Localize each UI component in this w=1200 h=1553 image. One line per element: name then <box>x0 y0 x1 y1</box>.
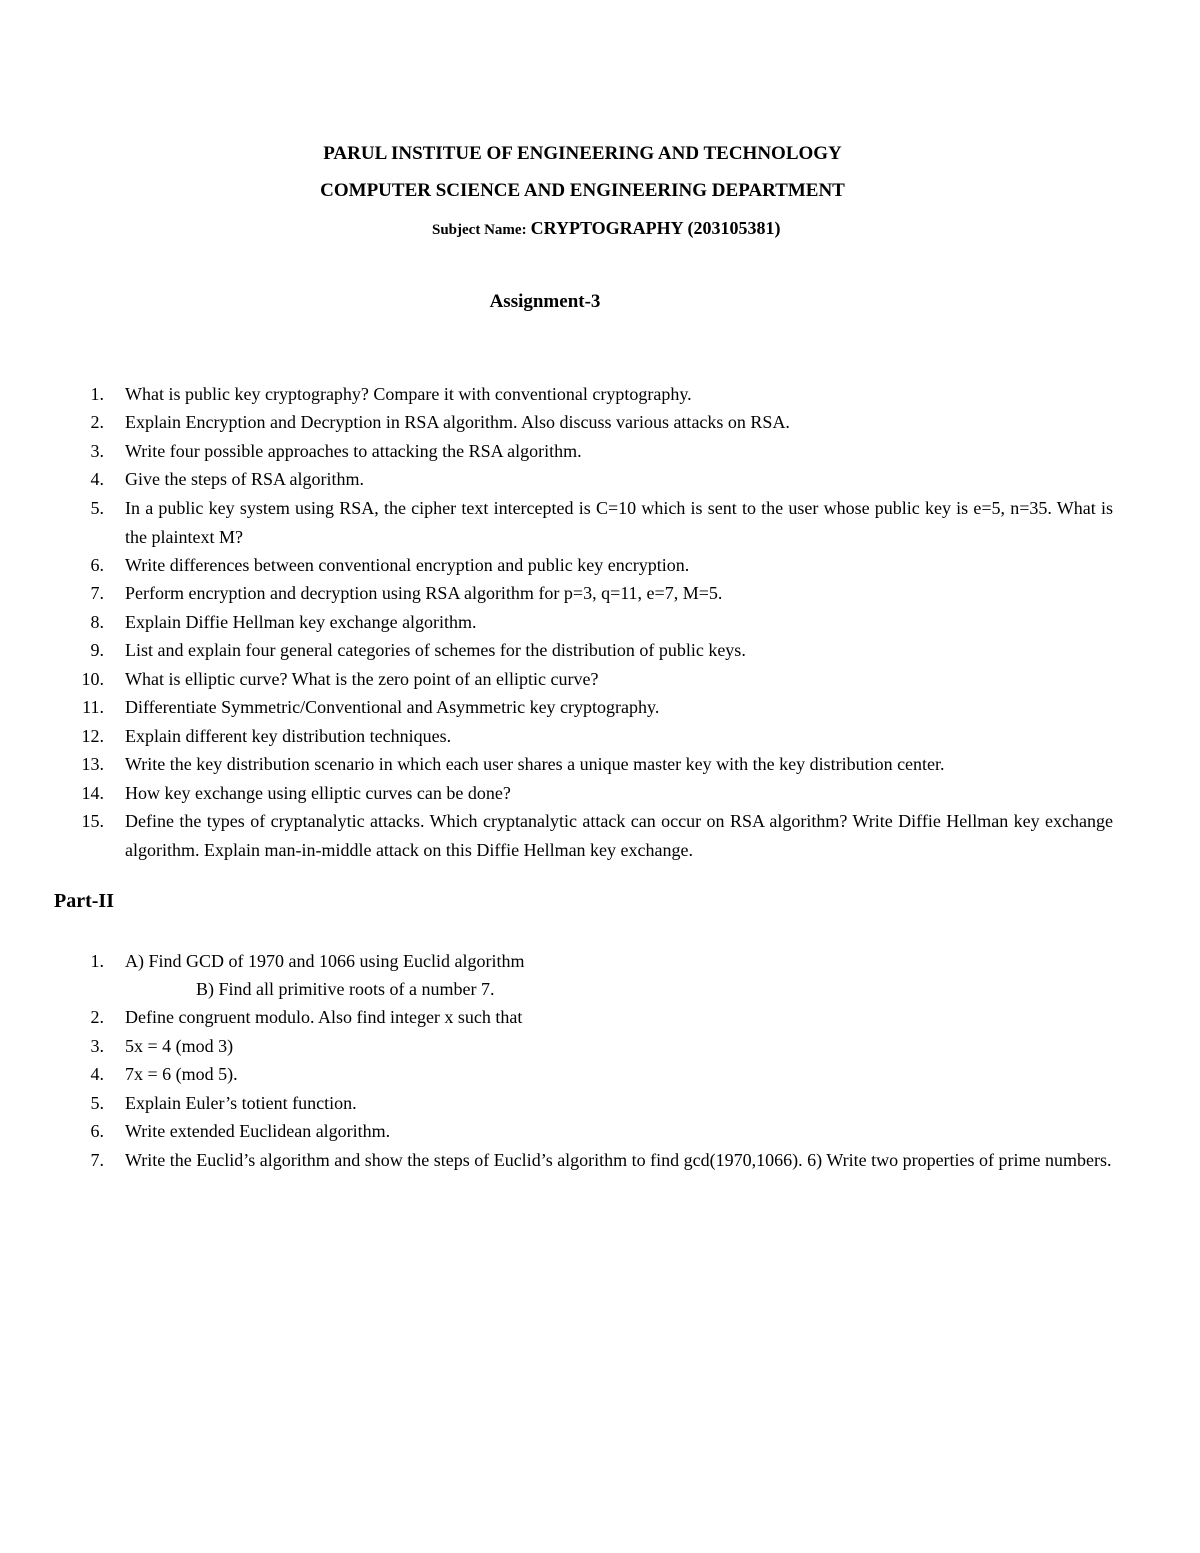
institute-name: PARUL INSTITUE OF ENGINEERING AND TECHNOLOGY <box>323 143 842 164</box>
question-number: 14. <box>81 783 104 803</box>
question-number: 7. <box>90 583 104 603</box>
subject-label: Subject Name: <box>432 222 527 238</box>
question-text: Write differences between conventional encryption and public key encryption. <box>125 555 690 575</box>
question-text: Write the key distribution scenario in which each user shares a unique master key with the key distribution center. <box>125 754 945 774</box>
question-number: 2. <box>90 412 104 432</box>
question-text: Write extended Euclidean algorithm. <box>125 1121 391 1141</box>
question-text: Explain Euler’s totient function. <box>125 1093 357 1113</box>
question-text: List and explain four general categories of schemes for the distribution of public keys. <box>125 640 746 660</box>
question-text: A) Find GCD of 1970 and 1066 using Euclid algorithm <box>125 951 525 971</box>
question-text: Differentiate Symmetric/Conventional and Asymmetric key cryptography. <box>125 697 660 717</box>
question-number: 15. <box>81 811 104 831</box>
subject-line <box>432 216 780 242</box>
question-text: Write four possible approaches to attacking the RSA algorithm. <box>125 441 582 461</box>
question-text: In a public key system using RSA, the cipher text intercepted is C=10 which is sent to the user whose public key is e=5, n=35. What is the plaintext M? <box>125 498 1113 547</box>
question-number: 6. <box>90 555 104 575</box>
question-number: 3. <box>90 1036 104 1056</box>
sub-question-text: B) Find all primitive roots of a number 7. <box>196 979 495 999</box>
question-number: 7. <box>90 1150 104 1170</box>
question-text: Define congruent modulo. Also find integer x such that <box>125 1007 523 1027</box>
question-number: 11. <box>82 697 104 717</box>
question-number: 6. <box>90 1121 104 1141</box>
question-text: 5x = 4 (mod 3) <box>125 1036 234 1056</box>
question-text: How key exchange using elliptic curves can be done? <box>125 783 511 803</box>
question-text: Write the Euclid’s algorithm and show the steps of Euclid’s algorithm to find gcd(1970,1066). 6) Write two properties of prime numbers. <box>125 1150 1112 1170</box>
department-name: COMPUTER SCIENCE AND ENGINEERING DEPARTMENT <box>320 180 845 201</box>
part-heading: Part-II <box>54 890 114 912</box>
question-text: What is public key cryptography? Compare it with conventional cryptography. <box>125 384 692 404</box>
question-number: 4. <box>90 469 104 489</box>
question-text: What is elliptic curve? What is the zero point of an elliptic curve? <box>125 669 599 689</box>
question-number: 9. <box>90 640 104 660</box>
question-number: 10. <box>81 669 104 689</box>
assignment-title: Assignment-3 <box>489 291 601 312</box>
question-text: Explain Diffie Hellman key exchange algorithm. <box>125 612 477 632</box>
subject-value: CRYPTOGRAPHY (203105381) <box>530 218 781 238</box>
question-number: 5. <box>90 498 104 518</box>
question-text: Explain different key distribution techniques. <box>125 726 452 746</box>
question-number: 8. <box>90 612 104 632</box>
question-number: 4. <box>90 1064 104 1084</box>
question-text: Give the steps of RSA algorithm. <box>125 469 364 489</box>
question-number: 2. <box>90 1007 104 1027</box>
question-number: 13. <box>81 754 104 774</box>
question-text: Perform encryption and decryption using RSA algorithm for p=3, q=11, e=7, M=5. <box>125 583 723 603</box>
question-number: 3. <box>90 441 104 461</box>
question-text: Define the types of cryptanalytic attacks. Which cryptanalytic attack can occur on RSA algorithm? Write Diffie Hellman key exchange algorithm. Explain man-in-middle attack on this Diffie Hellman key exchange. <box>125 811 1113 860</box>
question-number: 1. <box>90 384 104 404</box>
question-text: 7x = 6 (mod 5). <box>125 1064 238 1084</box>
question-number: 5. <box>90 1093 104 1113</box>
question-number: 1. <box>90 951 104 971</box>
question-text: Explain Encryption and Decryption in RSA algorithm. Also discuss various attacks on RSA. <box>125 412 790 432</box>
question-number: 12. <box>81 726 104 746</box>
